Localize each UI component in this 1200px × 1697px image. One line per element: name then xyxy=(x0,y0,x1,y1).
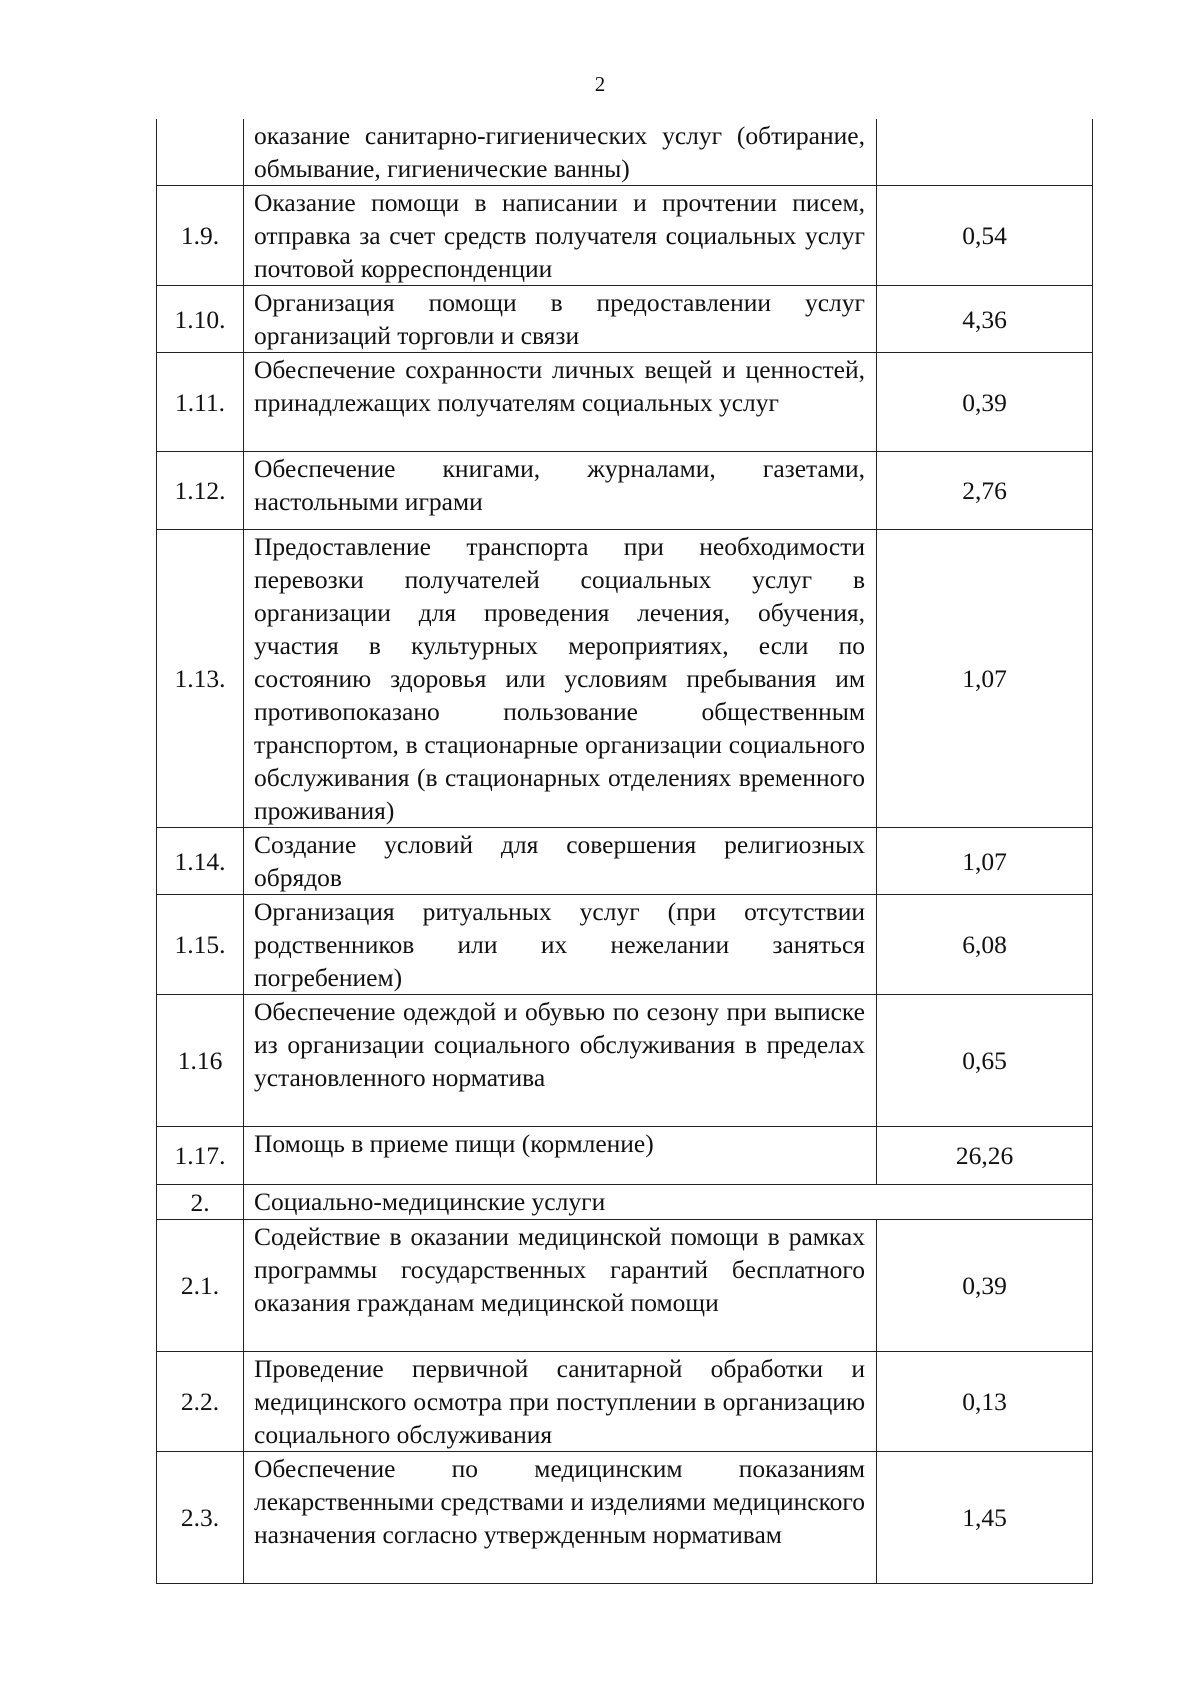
service-value: 0,54 xyxy=(877,186,1093,286)
service-value: 2,76 xyxy=(877,452,1093,530)
row-number: 2.3. xyxy=(157,1452,244,1584)
table-row xyxy=(157,119,1093,186)
row-number: 2. xyxy=(157,1185,244,1220)
services-table-body xyxy=(157,119,1093,1584)
table-row xyxy=(157,1452,1093,1584)
table-row xyxy=(157,286,1093,353)
table-row xyxy=(157,452,1093,530)
row-number: 2.1. xyxy=(157,1220,244,1352)
service-value xyxy=(877,119,1093,186)
table-row xyxy=(157,1352,1093,1452)
service-value: 6,08 xyxy=(877,895,1093,995)
table-row xyxy=(157,186,1093,286)
row-number: 1.9. xyxy=(157,186,244,286)
service-description: Помощь в приеме пищи (кормление) xyxy=(244,1127,877,1185)
service-description: Предоставление транспорта при необходимости перевозки получателей социальных услуг в организации для проведения лечения, обучения, участия в культурных мероприятиях, если по состоянию здоровья или условиям пребывания им противопоказано пользование общественным транспортом, в стационарные организации социального обслуживания (в стационарных отделениях временного проживания) xyxy=(244,530,877,828)
row-number: 1.10. xyxy=(157,286,244,353)
table-row xyxy=(157,995,1093,1127)
service-description: оказание санитарно-гигиенических услуг (обтирание, обмывание, гигиенические ванны) xyxy=(244,119,877,186)
service-description: Содействие в оказании медицинской помощи в рамках программы государственных гарантий бесплатного оказания гражданам медицинской помощи xyxy=(244,1220,877,1352)
table-row xyxy=(157,895,1093,995)
section-row xyxy=(157,1185,1093,1220)
row-number xyxy=(157,119,244,186)
row-number: 1.14. xyxy=(157,828,244,895)
service-description: Обеспечение одеждой и обувью по сезону при выписке из организации социального обслуживания в пределах установленного норматива xyxy=(244,995,877,1127)
service-value: 26,26 xyxy=(877,1127,1093,1185)
table-row xyxy=(157,530,1093,828)
table-row xyxy=(157,828,1093,895)
row-number: 1.11. xyxy=(157,353,244,452)
service-description: Организация помощи в предоставлении услуг организаций торговли и связи xyxy=(244,286,877,353)
service-value: 0,39 xyxy=(877,353,1093,452)
table-row xyxy=(157,353,1093,452)
service-value: 4,36 xyxy=(877,286,1093,353)
service-description: Оказание помощи в написании и прочтении писем, отправка за счет средств получателя социальных услуг почтовой корреспонденции xyxy=(244,186,877,286)
service-description: Организация ритуальных услуг (при отсутствии родственников или их нежелании заняться погребением) xyxy=(244,895,877,995)
service-description: Обеспечение сохранности личных вещей и ценностей, принадлежащих получателям социальных услуг xyxy=(244,353,877,452)
service-description: Обеспечение по медицинским показаниям лекарственными средствами и изделиями медицинского назначения согласно утвержденным нормативам xyxy=(244,1452,877,1584)
row-number: 1.16 xyxy=(157,995,244,1127)
service-description: Обеспечение книгами, журналами, газетами, настольными играми xyxy=(244,452,877,530)
table-row xyxy=(157,1220,1093,1352)
row-number: 1.12. xyxy=(157,452,244,530)
service-value: 0,65 xyxy=(877,995,1093,1127)
services-table xyxy=(156,119,1093,1584)
row-number: 2.2. xyxy=(157,1352,244,1452)
service-value: 0,39 xyxy=(877,1220,1093,1352)
row-number: 1.17. xyxy=(157,1127,244,1185)
page-number: 2 xyxy=(594,72,606,96)
service-value: 0,13 xyxy=(877,1352,1093,1452)
section-title: Социально-медицинские услуги xyxy=(244,1185,1093,1220)
table-row xyxy=(157,1127,1093,1185)
service-value: 1,07 xyxy=(877,828,1093,895)
service-description: Создание условий для совершения религиозных обрядов xyxy=(244,828,877,895)
service-value: 1,45 xyxy=(877,1452,1093,1584)
row-number: 1.13. xyxy=(157,530,244,828)
row-number: 1.15. xyxy=(157,895,244,995)
service-description: Проведение первичной санитарной обработки и медицинского осмотра при поступлении в организацию социального обслуживания xyxy=(244,1352,877,1452)
service-value: 1,07 xyxy=(877,530,1093,828)
